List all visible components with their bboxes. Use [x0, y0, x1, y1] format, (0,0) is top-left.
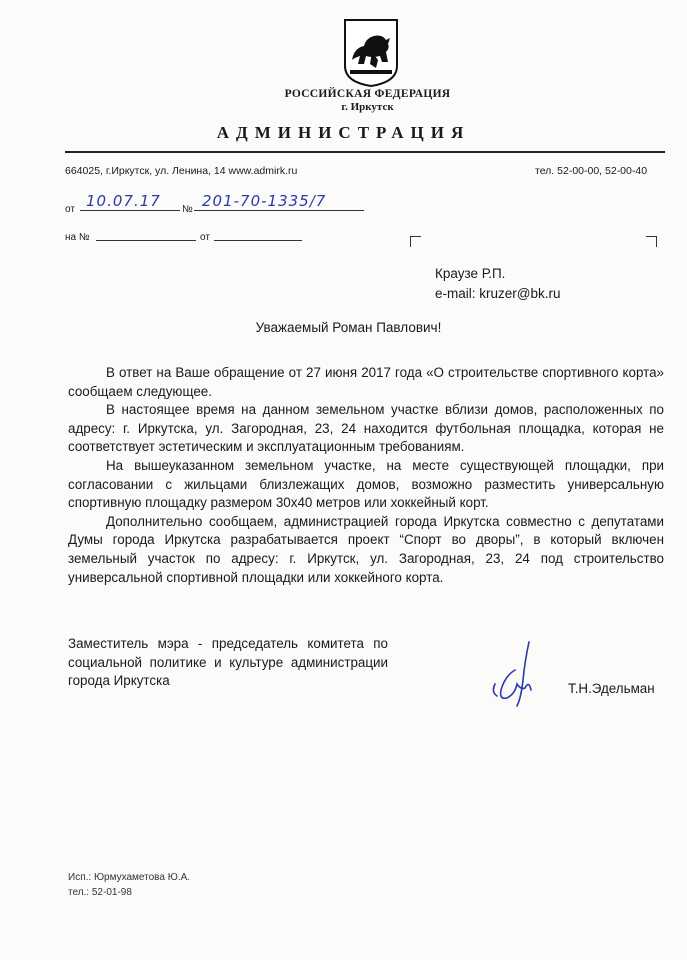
reply-number-line [96, 226, 196, 241]
coat-of-arms-icon [342, 18, 400, 88]
date-label: от [65, 204, 75, 215]
executor-name: Исп.: Юрмухаметова Ю.А. [68, 872, 191, 883]
salutation: Уважаемый Роман Павлович! [255, 320, 442, 335]
paragraph: В ответ на Ваше обращение от 27 июня 2017 года «О строительстве спортивного корта» сообщаем следующее. [68, 365, 664, 399]
paragraph: В настоящее время на данном земельном участке вблизи домов, расположенных по адресу: г. Иркутска, ул. Загородная, 23, 24 находится футбольная площадка, которая не соответствует эстетическим и эксплуатационным требованиям. [68, 402, 664, 455]
organization-phones: тел. 52-00-00, 52-00-40 [535, 165, 648, 177]
address-corner-left [410, 236, 421, 247]
executor-block [68, 870, 190, 900]
executor-phone: тел.: 52-01-98 [68, 887, 132, 898]
handwritten-signature [485, 640, 560, 710]
federation-title: РОССИЙСКАЯ ФЕДЕРАЦИЯ [284, 88, 451, 100]
addressee-name: Краузе Р.П. [435, 266, 506, 281]
administration-title: АДМИНИСТРАЦИЯ [216, 123, 471, 142]
signatory-position: Заместитель мэра - председатель комитета по социальной политике и культуре администрации города Иркутска [68, 636, 388, 689]
paragraph: На вышеуказанном земельном участке, на месте существующей площадки, при согласовании с жильцами близлежащих домов, возможно разместить универсальную спортивную площадку размером 30х40 метров или хоккейный корт. [68, 457, 664, 511]
reply-date-label: от [200, 232, 210, 243]
signatory-name: Т.Н.Эдельман [568, 681, 655, 696]
header-divider [65, 151, 665, 153]
reply-date-line [214, 226, 302, 241]
handwritten-number: 201-70-1335/7 [202, 192, 327, 210]
letter-body [68, 364, 664, 587]
paragraph: Дополнительно сообщаем, администрацией города Иркутска совместно с депутатами Думы города Иркутска разрабатывается проект “Спорт во дворы”, в который включен земельный участок по адресу: г. Иркутск, ул. Загородная, 23, 24 под строительство универсальной спортивной площадки или хоккейного корта. [68, 513, 664, 585]
reply-number-label: на № [65, 232, 90, 243]
city-title: г. Иркутск [341, 101, 394, 113]
number-label: № [182, 204, 193, 215]
address-corner-right [646, 236, 657, 247]
handwritten-date: 10.07.17 [86, 192, 161, 210]
organization-address: 664025, г.Иркутск, ул. Ленина, 14 www.admirk.ru [65, 165, 298, 177]
addressee-email: e-mail: kruzer@bk.ru [435, 286, 561, 301]
